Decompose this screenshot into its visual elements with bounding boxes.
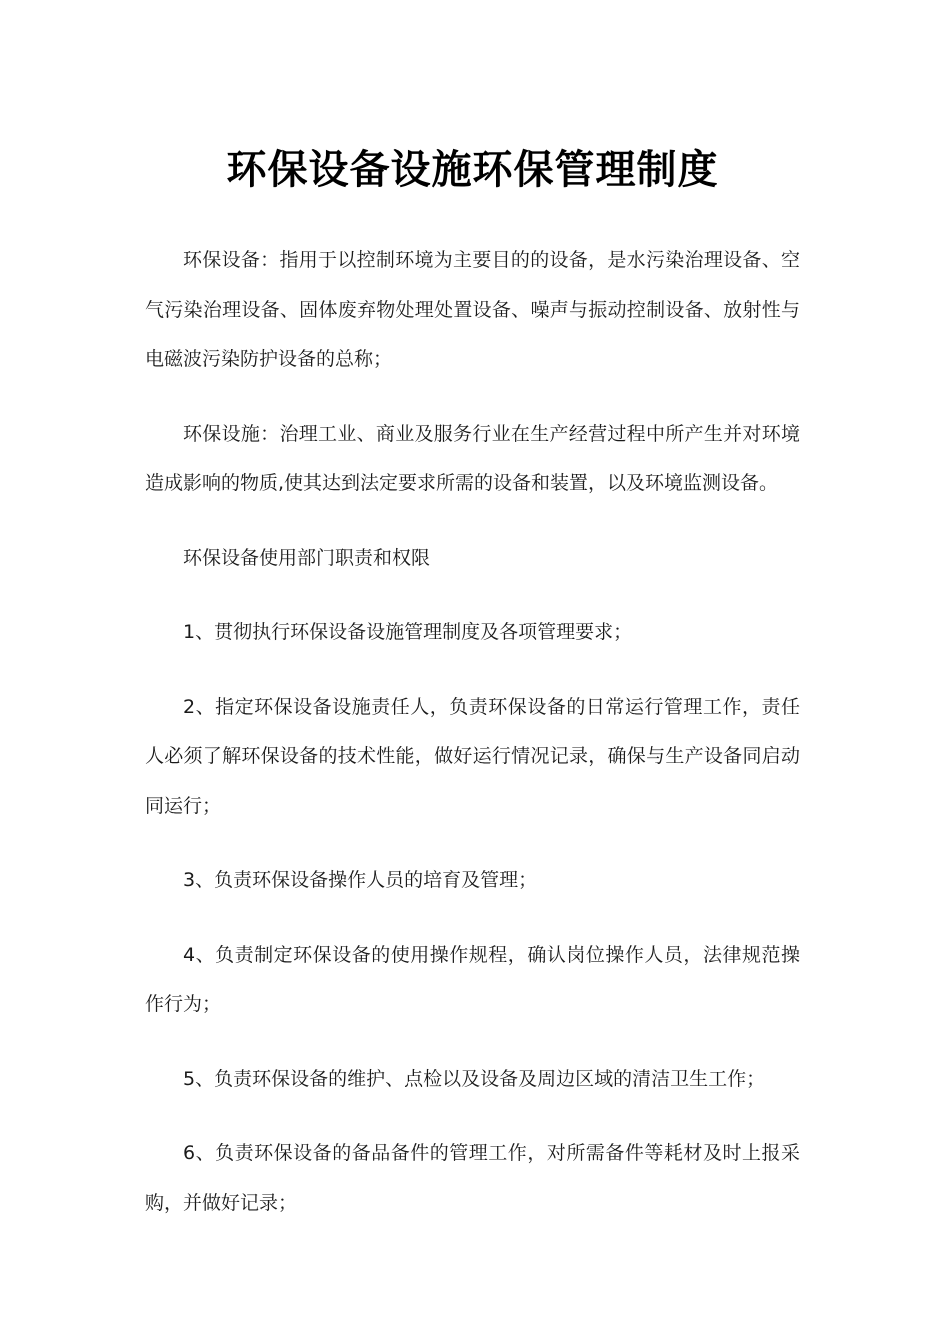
paragraph-item-1: 1、贯彻执行环保设备设施管理制度及各项管理要求；: [183, 621, 633, 643]
paragraph-item-2: 2、指定环保设备设施责任人，负责环保设备的日常运行管理工作，责任人必须了解环保设备的技术性能，做好运行情况记录，确保与生产设备同启动同运行；: [145, 695, 800, 817]
paragraph-item-3: 3、负责环保设备操作人员的培育及管理；: [183, 869, 538, 891]
paragraph-item-6: 6、负责环保设备的备品备件的管理工作，对所需备件等耗材及时上报采购，并做好记录；: [145, 1142, 800, 1214]
paragraph-section-heading: 环保设备使用部门职责和权限: [183, 546, 431, 569]
paragraph-item-4: 4、负责制定环保设备的使用操作规程，确认岗位操作人员，法律规范操作行为；: [145, 943, 800, 1015]
document-title: 环保设备设施环保管理制度: [226, 147, 719, 193]
paragraph-definition-equipment: 环保设备：指用于以控制环境为主要目的的设备，是水污染治理设备、空气污染治理设备、固体废弃物处理处置设备、噪声与振动控制设备、放射性与电磁波污染防护设备的总称；: [145, 249, 800, 370]
paragraph-item-5: 5、负责环保设备的维护、点检以及设备及周边区域的清洁卫生工作；: [183, 1067, 766, 1090]
paragraph-definition-facilities: 环保设施：治理工业、商业及服务行业在生产经营过程中所产生并对环境造成影响的物质,使其达到法定要求所需的设备和装置，以及环境监测设备。: [145, 422, 800, 494]
